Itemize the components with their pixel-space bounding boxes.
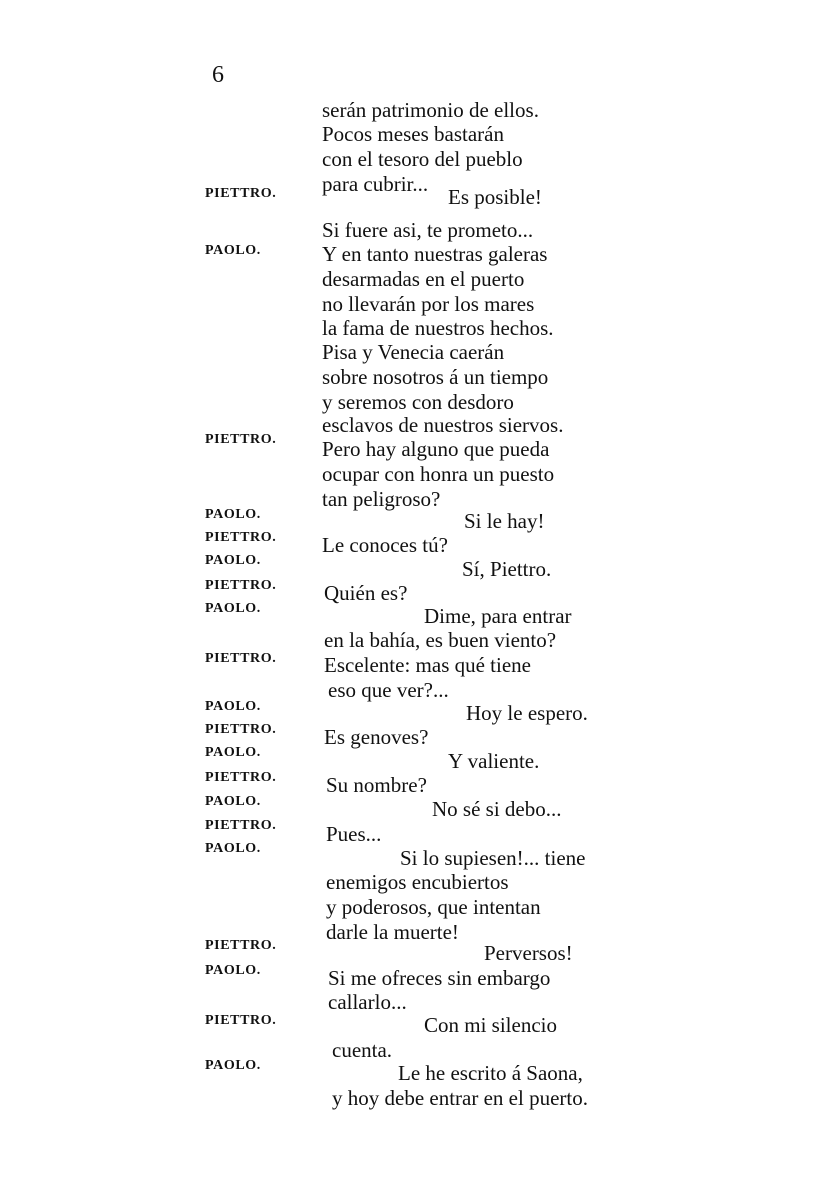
verse-line: Si me ofreces sin embargo (328, 966, 551, 990)
speaker-label: PIETTRO. (205, 432, 277, 447)
verse-line: Perversos! (484, 941, 573, 965)
speaker-label: PIETTRO. (205, 530, 277, 545)
speaker-label: PIETTRO. (205, 770, 277, 785)
speaker-label: PAOLO. (205, 507, 261, 522)
speaker-label: PAOLO. (205, 601, 261, 616)
verse-line: enemigos encubiertos (326, 870, 509, 894)
speaker-label: PIETTRO. (205, 938, 277, 953)
verse-line: No sé si debo... (432, 797, 562, 821)
verse-line: Le conoces tú? (322, 533, 448, 557)
speaker-label: PAOLO. (205, 553, 261, 568)
verse-line: Y en tanto nuestras galeras (322, 242, 548, 266)
verse-line: cuenta. (332, 1038, 393, 1062)
verse-line: Si lo supiesen!... tiene (400, 846, 586, 870)
speaker-label: PAOLO. (205, 1058, 261, 1073)
speaker-label: PIETTRO. (205, 722, 277, 737)
verse-line: Sí, Piettro. (462, 557, 552, 581)
verse-line: Pisa y Venecia caerán (322, 340, 505, 364)
speaker-label: PIETTRO. (205, 651, 277, 666)
verse-line: tan peligroso? (322, 487, 441, 511)
verse-line: Su nombre? (326, 773, 427, 797)
verse-line: Le he escrito á Saona, (398, 1061, 583, 1085)
speaker-label: PAOLO. (205, 745, 261, 760)
verse-line: serán patrimonio de ellos. (322, 98, 539, 122)
verse-line: ocupar con honra un puesto (322, 462, 555, 486)
speaker-label: PIETTRO. (205, 1013, 277, 1028)
verse-line: para cubrir... (322, 172, 429, 196)
verse-line: Es posible! (448, 185, 542, 209)
verse-line: la fama de nuestros hechos. (322, 316, 554, 340)
verse-line: esclavos de nuestros siervos. (322, 413, 564, 437)
verse-line: Si fuere asi, te prometo... (322, 218, 534, 242)
verse-line: Dime, para entrar (424, 604, 572, 628)
verse-line: y seremos con desdoro (322, 390, 514, 414)
verse-line: sobre nosotros á un tiempo (322, 365, 549, 389)
verse-line: Pero hay alguno que pueda (322, 437, 550, 461)
verse-line: Y valiente. (448, 749, 540, 773)
verse-line: con el tesoro del pueblo (322, 147, 523, 171)
speaker-label: PIETTRO. (205, 818, 277, 833)
page-number: 6 (212, 62, 224, 88)
verse-line: no llevarán por los mares (322, 292, 535, 316)
speaker-label: PAOLO. (205, 794, 261, 809)
verse-line: y hoy debe entrar en el puerto. (332, 1086, 588, 1110)
speaker-label: PAOLO. (205, 841, 261, 856)
verse-line: y poderosos, que intentan (326, 895, 541, 919)
verse-line: darle la muerte! (326, 920, 459, 944)
verse-line: Hoy le espero. (466, 701, 588, 725)
speaker-label: PAOLO. (205, 963, 261, 978)
verse-line: Con mi silencio (424, 1013, 557, 1037)
verse-line: Escelente: mas qué tiene (324, 653, 531, 677)
speaker-label: PIETTRO. (205, 186, 277, 201)
verse-line: desarmadas en el puerto (322, 267, 525, 291)
speaker-label: PIETTRO. (205, 578, 277, 593)
speaker-label: PAOLO. (205, 243, 261, 258)
verse-line: Si le hay! (464, 509, 545, 533)
verse-line: en la bahía, es buen viento? (324, 628, 557, 652)
verse-line: Pues... (326, 822, 382, 846)
verse-line: eso que ver?... (328, 678, 449, 702)
verse-line: Es genoves? (324, 725, 429, 749)
verse-line: callarlo... (328, 990, 407, 1014)
speaker-label: PAOLO. (205, 699, 261, 714)
verse-line: Quién es? (324, 581, 408, 605)
verse-line: Pocos meses bastarán (322, 122, 504, 146)
